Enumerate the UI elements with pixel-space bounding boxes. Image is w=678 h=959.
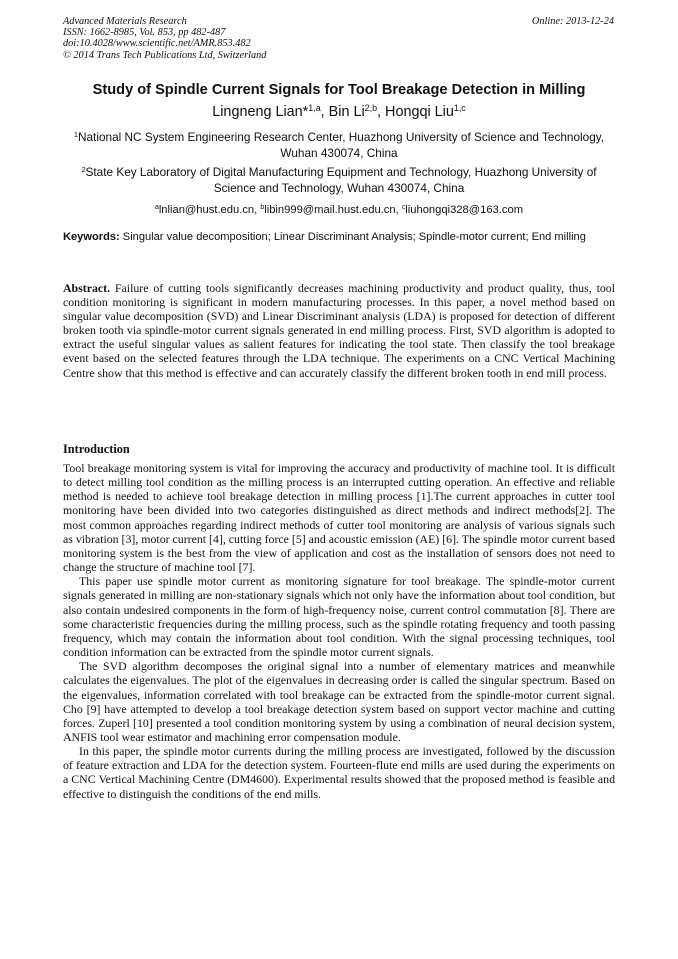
abstract-text: Failure of cutting tools significantly decreases machining productivity and product quality, thus, tool condition monitoring is significant in modern manufacturing processes. In this paper, a novel method based on singular value decomposition (SVD) and Linear Discriminant analysis (LDA) is proposed for detection of different broken tooth via spindle-motor current signals generated in end milling process. First, SVD algorithm is adopted to extract the useful singular values as salient features for indicating the tool state. Then classify the tool breakage event based on the selected features through the LDA technique. The experiments on a CNC Vertical Machining Centre show that this method is effective and can accurately classify the different broken tooth in end mill process. [63, 281, 615, 380]
affiliation-text: National NC System Engineering Research Center, Huazhong University of Science and Technology, Wuhan 430074, China [77, 130, 605, 160]
affiliation-2 [60, 165, 618, 196]
author-list [40, 103, 638, 122]
body-paragraph: In this paper, the spindle motor currents during the milling process are investigated, followed by the discussion of feature extraction and LDA for the detection system. Fourteen-flute end mills are used during the experiments on a CNC Vertical Machining Centre (DM4600). Experimental results showed that the proposed method is feasible and effective to distinguish the conditions of the end mills. [63, 744, 615, 801]
email-mark: b [260, 204, 265, 212]
paper-title: Study of Spindle Current Signals for Tool Breakage Detection in Milling [92, 82, 586, 98]
introduction-body [63, 461, 615, 801]
keywords [63, 231, 615, 245]
body-paragraph: The SVD algorithm decomposes the original signal into a number of elementary matrices and meanwhile calculates the eigenvalues. The plot of the eigenvalues in decreasing order is called the singular spectrum. Based on the eigenvalues, information correlated with tool breakage can be extracted from the spindle-motor current signal. Cho [9] have attempted to develop a tool breakage detection system based on support vector machine and cutting forces. Zuperl [10] presented a tool condition monitoring system by using a combination of neural decision system, ANFIS tool wear estimator and machining error compensation module. [63, 659, 615, 744]
author-affiliation-mark: 1,a [308, 103, 321, 114]
author-emails [40, 203, 638, 217]
journal-issn: ISSN: 1662-8985, Vol. 853, pp 482-487 [63, 27, 226, 39]
email-mark: a [154, 204, 159, 212]
affiliation-mark: 2 [81, 164, 86, 174]
affiliation-text: State Key Laboratory of Digital Manufacturing Equipment and Technology, Huazhong University of Science and Technology, Wuhan 430074, China [85, 165, 597, 195]
affiliation-mark: 1 [73, 129, 78, 139]
author-name: Bin Li [328, 104, 365, 120]
author-affiliation-mark: 2,b [364, 103, 378, 114]
body-paragraph: Tool breakage monitoring system is vital for improving the accuracy and productivity of machine tool. It is difficult to detect milling tool condition as the milling process is an interrupted cutting operation. An effective and reliable method is needed to achieve tool breakage detection in milling process [1].The current approaches in cutter tool monitoring have been divided into two categories distinguished as direct methods and indirect methods[2]. The most common approaches regarding indirect methods of cutter tool monitoring are analysis of various signals such as vibration [3], motor current [4], cutting force [5] and acoustic emission (AE) [6]. The spindle motor current based monitoring system is the best from the view of application and cost as the installation of sensors does not need to change the structure of machine tool [7]. [63, 461, 615, 575]
author-name: Lingneng Lian* [212, 104, 309, 120]
email-address: lnlian@hust.edu.cn, [158, 204, 261, 216]
author-separator: , [320, 104, 329, 120]
author-affiliation-mark: 1,c [453, 103, 466, 114]
email-address: libin999@mail.hust.edu.cn, [264, 204, 402, 216]
online-date: Online: 2013-12-24 [531, 16, 614, 27]
journal-doi: doi:10.4028/www.scientific.net/AMR.853.482 [63, 38, 251, 50]
abstract [63, 281, 615, 380]
journal-name: Advanced Materials Research [63, 16, 187, 27]
journal-copyright: © 2014 Trans Tech Publications Ltd, Switzerland [63, 49, 267, 61]
author-separator: , [377, 104, 386, 120]
email-address: liuhongqi328@163.com [405, 204, 524, 216]
author-name: Hongqi Liu [385, 104, 454, 120]
keywords-label: Keywords: [63, 231, 120, 243]
affiliation-1 [60, 130, 618, 161]
section-heading-introduction: Introduction [63, 442, 130, 456]
keywords-text: Singular value decomposition; Linear Discriminant Analysis; Spindle-motor current; End milling [119, 231, 586, 243]
body-paragraph: This paper use spindle motor current as monitoring signature for tool breakage. The spindle-motor current signals generated in milling are non-stationary signals which not only have the information about tool condition, but also contain undesired components in the form of high-frequency noise, current control commutation [8]. There are some characteristic frequencies during the milling process, such as the spindle rotating frequency and tooth passing frequency, which may contain the information about tool condition. With the signal processing techniques, tool condition information can be extracted from the spindle motor current signals. [63, 574, 615, 660]
journal-header [63, 16, 266, 61]
abstract-label: Abstract. [63, 281, 111, 295]
email-mark: c [401, 204, 406, 212]
